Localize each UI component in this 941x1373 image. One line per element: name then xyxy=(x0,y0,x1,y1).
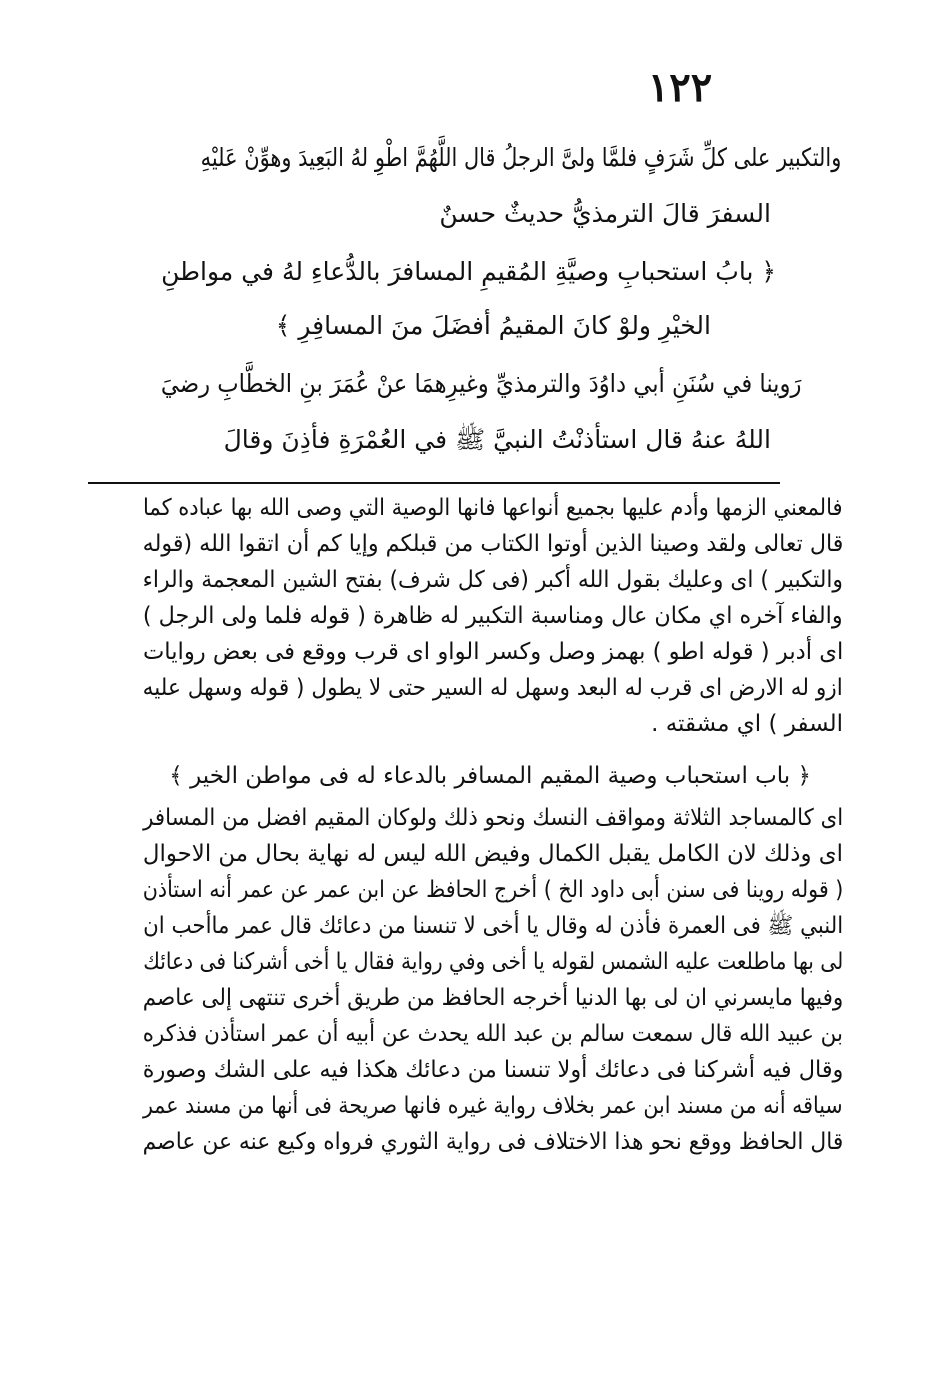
commentary-line: النبي ﷺ فى العمرة فأذن له وقال يا أخى لا تنسنا من دعائك قال عمر ماأحب ان xyxy=(142,913,843,939)
commentary-line: والفاء آخره اي مكان عال ومناسبة التكبير له ظاهرة ( قوله فلما ولى الرجل ) xyxy=(143,603,843,629)
commentary-line: ازو له الارض اى قرب له البعد وسهل له السير حتى لا يطول ( قوله وسهل عليه xyxy=(142,675,843,701)
main-text-line: السفرَ قالَ الترمذيُّ حديثٌ حسنٌ xyxy=(439,199,771,228)
commentary-line: اى وذلك لان الكامل يقبل الكمال وفيض الله ليس له نهاية بحال من الاحوال xyxy=(142,841,843,867)
commentary-line: السفر ) اي مشقته . xyxy=(651,711,843,737)
commentary-line: بن عبيد الله قال سمعت سالم بن عبد الله يحدث عن أبيه أن عمر استأذن فذكره xyxy=(142,1021,843,1047)
commentary-line: وفيها مايسرني ان لى بها الدنيا أخرجه الحافظ من طريق أخرى تنتهى إلى عاصم xyxy=(142,985,843,1011)
commentary-line: قال الحافظ ووقع نحو هذا الاختلاف فى رواية الثوري فرواه وكيع عنه عن عاصم xyxy=(142,1129,843,1155)
commentary-line: وقال فيه أشركنا فى دعائك أولا تنسنا من دعائك هكذا فيه على الشك وصورة xyxy=(142,1057,843,1083)
commentary-line: اى أدبر ( قوله اطو ) بهمز وصل وكسر الواو اى قرب ووقع فى بعض روايات xyxy=(142,639,843,665)
commentary-line: اى كالمساجد الثلاثة ومواقف النسك ونحو ذلك ولوكان المقيم افضل من المسافر xyxy=(142,805,843,831)
commentary-line: سياقه أنه من مسند ابن عمر بخلاف رواية غيره فانها صريحة فى أنها من مسند عمر xyxy=(143,1093,843,1119)
commentary-line: والتكبير ) اى وعليك بقول الله أكبر (فى كل شرف) بفتح الشين المعجمة والراء xyxy=(142,567,843,593)
separator-rule xyxy=(88,482,780,484)
commentary-line: ( قوله روينا فى سنن أبى داود الخ ) أخرج الحافظ عن ابن عمر عن عمر أنه استأذن xyxy=(142,877,843,903)
commentary-line: لى بها ماطلعت عليه الشمس لقوله يا أخى وفي رواية فقال يا أخى أشركنا فى دعائك xyxy=(142,949,843,975)
main-text-line: رَوينا في سُنَنِ أبي داوُدَ والترمذيِّ وغيرِهمَا عنْ عُمَرَ بنِ الخطَّابِ رضيَ xyxy=(160,369,801,398)
commentary-line: فالمعني الزمها وأدم عليها بجميع أنواعها فانها الوصية التي وصى الله بها عباده كما xyxy=(143,495,843,521)
commentary-heading: ﴿ باب استحباب وصية المقيم المسافر بالدعاء له فى مواطن الخير ﴾ xyxy=(169,763,811,789)
commentary-line: قال تعالى ولقد وصينا الذين أوتوا الكتاب من قبلكم وإيا كم أن اتقوا الله (قوله xyxy=(142,531,843,557)
main-text-line: اللهُ عنهُ قال استأذنْتُ النبيَّ ﷺ في العُمْرَةِ فأذِنَ وقالَ xyxy=(223,425,771,454)
section-heading-line: الخيْرِ ولوْ كانَ المقيمُ أفضَلَ منَ المسافِرِ ﴾ xyxy=(275,311,711,340)
main-text-line: والتكبير على كلِّ شَرَفٍ فلمَّا ولىَّ الرجلُ قال اللَّهُمَّ اطْوِ لهُ البَعِيدَ وهوِّنْ عَليْهِ xyxy=(200,143,841,172)
page-number: ١٢٢ xyxy=(647,64,713,111)
section-heading-line: ﴿ بابُ استحبابِ وصيَّةِ المُقيمِ المسافرَ بالدُّعاءِ لهُ في مواطنِ xyxy=(161,257,776,286)
